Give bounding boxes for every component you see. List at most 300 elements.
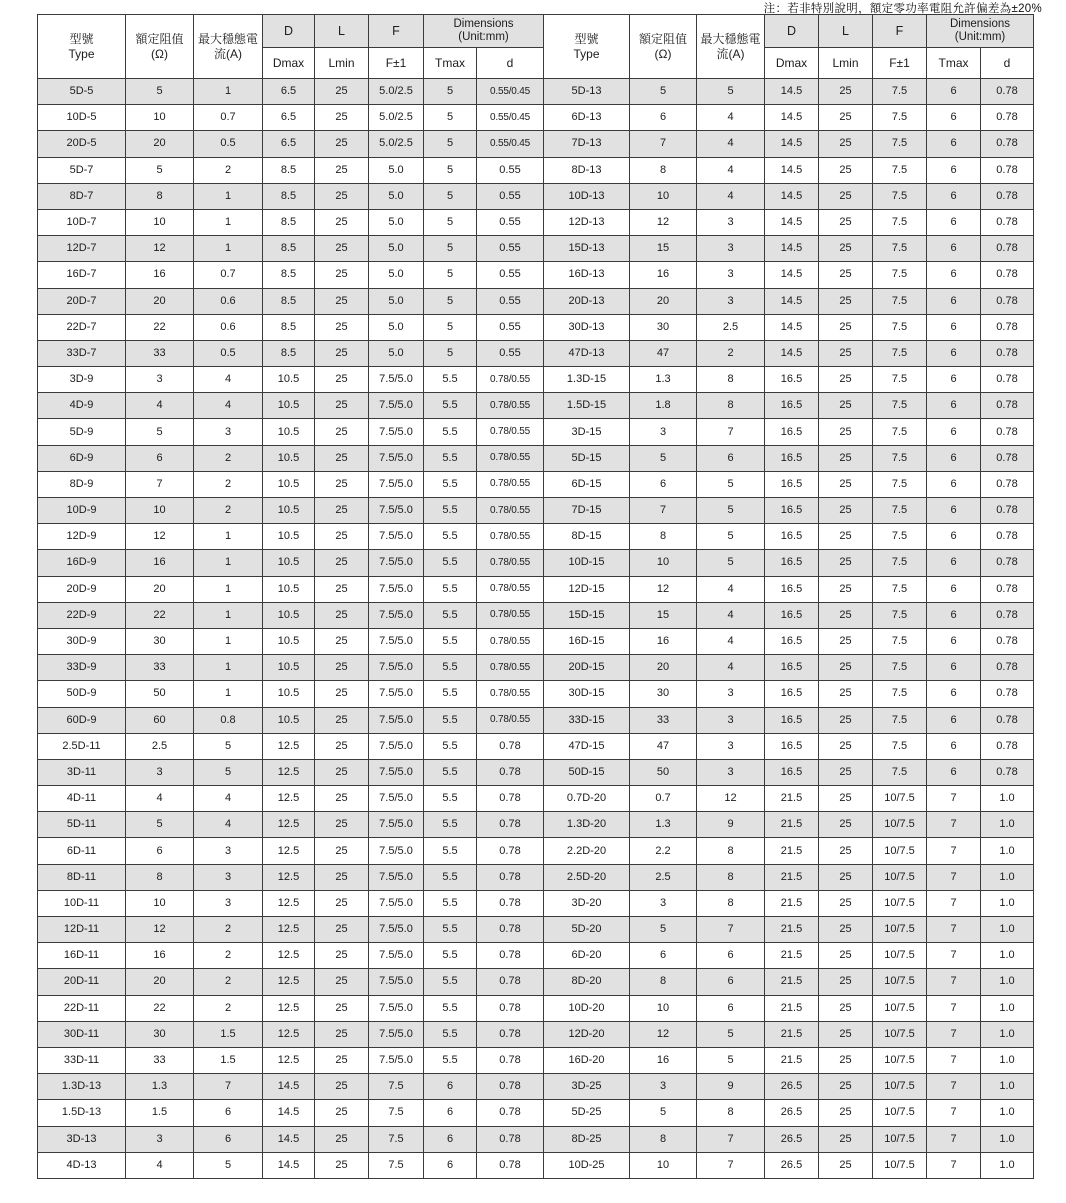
table-cell: 5D-11	[38, 812, 126, 838]
table-cell: 2	[194, 498, 263, 524]
table-cell: 10.5	[263, 550, 315, 576]
table-cell: 6	[697, 969, 765, 995]
table-cell: 25	[315, 733, 369, 759]
table-cell: 1.5	[194, 1021, 263, 1047]
table-cell: 12.5	[263, 1047, 315, 1073]
col-subheader-tmax: Tmax	[424, 48, 477, 79]
table-cell: 5	[424, 79, 477, 105]
table-cell: 0.78	[477, 1074, 544, 1100]
table-cell: 7	[697, 917, 765, 943]
table-cell: 25	[819, 314, 873, 340]
table-cell: 3	[697, 759, 765, 785]
table-cell: 1	[194, 550, 263, 576]
table-cell: 10.5	[263, 367, 315, 393]
table-cell: 5	[424, 157, 477, 183]
table-cell: 7.5/5.0	[369, 759, 424, 785]
table-cell: 7.5	[873, 209, 927, 235]
table-cell: 0.78	[981, 445, 1034, 471]
table-cell: 0.78/0.55	[477, 655, 544, 681]
tolerance-note: 注：若非特別說明，額定零功率電阻允許偏差為±20%	[763, 3, 1042, 15]
table-cell: 1.0	[981, 1074, 1034, 1100]
table-cell: 2	[194, 917, 263, 943]
table-row	[38, 367, 1034, 393]
table-cell: 0.7	[630, 786, 697, 812]
table-cell: 8.5	[263, 288, 315, 314]
table-cell: 7.5/5.0	[369, 498, 424, 524]
table-cell: 33	[126, 655, 194, 681]
table-cell: 12	[126, 236, 194, 262]
table-cell: 10D-13	[544, 183, 630, 209]
table-cell: 6D-13	[544, 105, 630, 131]
table-cell: 0.78	[477, 1021, 544, 1047]
table-cell: 14.5	[263, 1126, 315, 1152]
table-cell: 50D-15	[544, 759, 630, 785]
table-cell: 10.5	[263, 524, 315, 550]
table-cell: 25	[315, 524, 369, 550]
table-row	[38, 183, 1034, 209]
table-cell: 7.5/5.0	[369, 812, 424, 838]
table-cell: 10.5	[263, 498, 315, 524]
table-cell: 7.5/5.0	[369, 524, 424, 550]
table-cell: 4	[194, 367, 263, 393]
table-row	[38, 393, 1034, 419]
table-cell: 1.3D-13	[38, 1074, 126, 1100]
table-cell: 14.5	[263, 1152, 315, 1178]
table-cell: 10/7.5	[873, 1152, 927, 1178]
table-cell: 5	[424, 236, 477, 262]
table-cell: 25	[315, 419, 369, 445]
table-cell: 14.5	[263, 1074, 315, 1100]
table-cell: 30	[126, 628, 194, 654]
table-cell: 5	[697, 79, 765, 105]
table-cell: 30D-13	[544, 314, 630, 340]
table-cell: 7	[927, 917, 981, 943]
table-cell: 12.5	[263, 733, 315, 759]
table-cell: 2.2	[630, 838, 697, 864]
table-cell: 1.5D-13	[38, 1100, 126, 1126]
table-cell: 5D-9	[38, 419, 126, 445]
table-cell: 8D-15	[544, 524, 630, 550]
table-cell: 7.5/5.0	[369, 786, 424, 812]
table-cell: 5.0	[369, 209, 424, 235]
table-cell: 25	[819, 576, 873, 602]
table-cell: 10.5	[263, 628, 315, 654]
table-cell: 12	[630, 576, 697, 602]
table-cell: 30	[126, 1021, 194, 1047]
table-cell: 8D-7	[38, 183, 126, 209]
table-cell: 0.55	[477, 262, 544, 288]
table-cell: 6	[927, 79, 981, 105]
table-cell: 6	[697, 995, 765, 1021]
table-cell: 25	[819, 1074, 873, 1100]
table-row	[38, 419, 1034, 445]
table-cell: 6.5	[263, 105, 315, 131]
table-row	[38, 576, 1034, 602]
table-cell: 7.5	[873, 707, 927, 733]
table-cell: 0.78	[981, 340, 1034, 366]
table-cell: 25	[315, 498, 369, 524]
table-cell: 25	[819, 1021, 873, 1047]
table-cell: 5	[697, 1047, 765, 1073]
table-cell: 7.5/5.0	[369, 943, 424, 969]
table-cell: 5.0	[369, 288, 424, 314]
col-subheader-dmax: Dmax	[765, 48, 819, 79]
table-cell: 6	[927, 759, 981, 785]
table-cell: 7	[927, 838, 981, 864]
spec-table	[37, 14, 1034, 1179]
table-cell: 6	[424, 1126, 477, 1152]
table-cell: 25	[315, 393, 369, 419]
table-cell: 21.5	[765, 943, 819, 969]
table-cell: 25	[819, 498, 873, 524]
table-cell: 25	[819, 367, 873, 393]
table-cell: 0.78	[477, 890, 544, 916]
table-cell: 5	[424, 314, 477, 340]
table-cell: 0.78/0.55	[477, 707, 544, 733]
table-cell: 30	[630, 681, 697, 707]
table-cell: 25	[315, 471, 369, 497]
table-cell: 3D-25	[544, 1074, 630, 1100]
table-cell: 16.5	[765, 393, 819, 419]
col-header-type: 型號 Type	[544, 15, 630, 79]
table-cell: 7.5/5.0	[369, 917, 424, 943]
table-cell: 10	[630, 550, 697, 576]
table-cell: 25	[315, 131, 369, 157]
table-cell: 25	[819, 105, 873, 131]
table-cell: 6	[927, 681, 981, 707]
table-cell: 5	[126, 79, 194, 105]
table-cell: 22D-7	[38, 314, 126, 340]
table-cell: 1.0	[981, 1100, 1034, 1126]
table-cell: 21.5	[765, 838, 819, 864]
table-cell: 8	[126, 183, 194, 209]
table-cell: 6	[927, 707, 981, 733]
table-cell: 14.5	[765, 209, 819, 235]
table-cell: 7.5	[873, 393, 927, 419]
table-row	[38, 314, 1034, 340]
table-cell: 5.5	[424, 1021, 477, 1047]
table-cell: 21.5	[765, 995, 819, 1021]
col-header-dimensions: Dimensions (Unit:mm)	[424, 15, 544, 48]
table-cell: 7.5	[369, 1126, 424, 1152]
table-cell: 7	[927, 864, 981, 890]
table-cell: 7.5/5.0	[369, 890, 424, 916]
table-cell: 5	[424, 105, 477, 131]
table-cell: 21.5	[765, 969, 819, 995]
table-cell: 5.5	[424, 864, 477, 890]
table-cell: 0.78	[981, 209, 1034, 235]
table-cell: 7.5	[873, 628, 927, 654]
table-cell: 16.5	[765, 471, 819, 497]
table-cell: 2	[697, 340, 765, 366]
table-cell: 5.5	[424, 681, 477, 707]
table-cell: 6	[697, 445, 765, 471]
table-cell: 25	[819, 524, 873, 550]
table-cell: 25	[315, 890, 369, 916]
table-cell: 1	[194, 79, 263, 105]
table-cell: 7.5/5.0	[369, 602, 424, 628]
table-cell: 10/7.5	[873, 969, 927, 995]
col-subheader-d: d	[981, 48, 1034, 79]
table-cell: 1	[194, 576, 263, 602]
table-cell: 8	[630, 157, 697, 183]
table-cell: 7.5	[873, 524, 927, 550]
table-cell: 1.5	[126, 1100, 194, 1126]
table-cell: 25	[819, 157, 873, 183]
table-cell: 6	[927, 393, 981, 419]
table-cell: 10D-15	[544, 550, 630, 576]
table-cell: 7	[630, 498, 697, 524]
table-cell: 1.0	[981, 890, 1034, 916]
table-cell: 15D-13	[544, 236, 630, 262]
table-cell: 0.55	[477, 157, 544, 183]
table-cell: 5.5	[424, 471, 477, 497]
table-row	[38, 1126, 1034, 1152]
table-cell: 1.0	[981, 969, 1034, 995]
table-row	[38, 812, 1034, 838]
table-cell: 5D-13	[544, 79, 630, 105]
table-cell: 0.78	[477, 786, 544, 812]
table-cell: 14.5	[765, 262, 819, 288]
table-cell: 10/7.5	[873, 786, 927, 812]
table-cell: 5.0/2.5	[369, 105, 424, 131]
table-cell: 2	[194, 969, 263, 995]
table-cell: 12.5	[263, 864, 315, 890]
table-row	[38, 759, 1034, 785]
table-cell: 5.5	[424, 759, 477, 785]
table-cell: 16	[126, 943, 194, 969]
table-cell: 16	[126, 262, 194, 288]
table-cell: 16D-15	[544, 628, 630, 654]
table-cell: 7.5/5.0	[369, 471, 424, 497]
table-cell: 6	[630, 105, 697, 131]
table-cell: 25	[315, 314, 369, 340]
table-cell: 0.78	[981, 314, 1034, 340]
col-header-resistance: 額定阻值 (Ω)	[630, 15, 697, 79]
table-cell: 25	[819, 1152, 873, 1178]
table-row	[38, 890, 1034, 916]
col-subheader-f1: F±1	[369, 48, 424, 79]
table-cell: 12	[630, 209, 697, 235]
table-cell: 25	[315, 943, 369, 969]
table-cell: 10.5	[263, 419, 315, 445]
table-cell: 5	[424, 288, 477, 314]
table-cell: 5.0	[369, 236, 424, 262]
table-cell: 5.5	[424, 1047, 477, 1073]
table-cell: 7.5	[873, 367, 927, 393]
table-cell: 6	[927, 602, 981, 628]
table-cell: 14.5	[765, 288, 819, 314]
table-cell: 3	[126, 1126, 194, 1152]
table-cell: 3	[697, 707, 765, 733]
table-cell: 10/7.5	[873, 1074, 927, 1100]
table-cell: 3	[126, 759, 194, 785]
table-cell: 6	[126, 445, 194, 471]
table-cell: 0.78	[477, 733, 544, 759]
table-cell: 6	[927, 628, 981, 654]
table-cell: 1	[194, 524, 263, 550]
table-cell: 16	[126, 550, 194, 576]
table-cell: 6	[927, 655, 981, 681]
table-cell: 25	[819, 79, 873, 105]
table-cell: 33	[126, 340, 194, 366]
table-cell: 2.5	[697, 314, 765, 340]
table-cell: 7	[927, 890, 981, 916]
table-cell: 6.5	[263, 79, 315, 105]
table-cell: 16D-7	[38, 262, 126, 288]
table-cell: 12.5	[263, 890, 315, 916]
table-cell: 25	[819, 445, 873, 471]
table-cell: 4D-13	[38, 1152, 126, 1178]
table-cell: 0.55	[477, 314, 544, 340]
table-cell: 5	[424, 209, 477, 235]
table-cell: 25	[315, 1100, 369, 1126]
table-cell: 25	[315, 576, 369, 602]
table-cell: 0.7	[194, 262, 263, 288]
table-cell: 20	[126, 576, 194, 602]
table-cell: 0.55	[477, 340, 544, 366]
table-cell: 25	[819, 550, 873, 576]
table-row	[38, 864, 1034, 890]
table-cell: 5	[697, 550, 765, 576]
table-cell: 10.5	[263, 471, 315, 497]
table-cell: 3D-11	[38, 759, 126, 785]
table-cell: 5	[194, 759, 263, 785]
table-cell: 7	[927, 995, 981, 1021]
table-cell: 0.78/0.55	[477, 681, 544, 707]
table-cell: 5.0	[369, 314, 424, 340]
table-cell: 5.5	[424, 890, 477, 916]
table-cell: 25	[819, 471, 873, 497]
table-cell: 0.78	[477, 917, 544, 943]
table-cell: 0.55	[477, 236, 544, 262]
table-cell: 7.5	[873, 105, 927, 131]
table-cell: 1.3D-15	[544, 367, 630, 393]
table-cell: 12D-7	[38, 236, 126, 262]
table-cell: 6	[630, 471, 697, 497]
col-subheader-f1: F±1	[873, 48, 927, 79]
table-cell: 7	[927, 1021, 981, 1047]
table-cell: 10/7.5	[873, 890, 927, 916]
table-cell: 5.5	[424, 602, 477, 628]
col-header-D: D	[765, 15, 819, 48]
table-cell: 5.5	[424, 838, 477, 864]
table-cell: 6	[927, 445, 981, 471]
table-cell: 33D-11	[38, 1047, 126, 1073]
table-cell: 10D-5	[38, 105, 126, 131]
table-cell: 1.5	[194, 1047, 263, 1073]
table-cell: 7	[927, 786, 981, 812]
table-cell: 0.78/0.55	[477, 419, 544, 445]
table-cell: 7.5	[873, 79, 927, 105]
table-cell: 6	[927, 157, 981, 183]
table-cell: 10/7.5	[873, 1047, 927, 1073]
table-cell: 14.5	[263, 1100, 315, 1126]
table-cell: 5.0	[369, 262, 424, 288]
table-cell: 0.78	[477, 969, 544, 995]
table-cell: 16.5	[765, 602, 819, 628]
table-cell: 2	[194, 157, 263, 183]
table-cell: 16.5	[765, 550, 819, 576]
table-cell: 3D-20	[544, 890, 630, 916]
table-cell: 2.5	[126, 733, 194, 759]
table-cell: 25	[819, 707, 873, 733]
table-cell: 7.5	[369, 1100, 424, 1126]
table-cell: 5.0/2.5	[369, 79, 424, 105]
table-cell: 25	[315, 681, 369, 707]
table-cell: 6	[424, 1074, 477, 1100]
table-cell: 16	[630, 1047, 697, 1073]
table-cell: 4D-9	[38, 393, 126, 419]
table-cell: 8D-11	[38, 864, 126, 890]
table-cell: 20	[630, 655, 697, 681]
table-cell: 0.78	[477, 864, 544, 890]
col-header-F: F	[369, 15, 424, 48]
table-row	[38, 524, 1034, 550]
col-header-type: 型號 Type	[38, 15, 126, 79]
table-cell: 1	[194, 655, 263, 681]
table-cell: 5.5	[424, 576, 477, 602]
table-cell: 1.0	[981, 1021, 1034, 1047]
table-cell: 16.5	[765, 419, 819, 445]
table-cell: 4	[194, 786, 263, 812]
table-cell: 7.5/5.0	[369, 995, 424, 1021]
table-cell: 25	[819, 943, 873, 969]
col-header-dimensions: Dimensions (Unit:mm)	[927, 15, 1034, 48]
table-cell: 5D-20	[544, 917, 630, 943]
table-cell: 6	[927, 419, 981, 445]
table-cell: 1.0	[981, 1152, 1034, 1178]
table-cell: 14.5	[765, 340, 819, 366]
table-cell: 14.5	[765, 183, 819, 209]
table-cell: 33	[126, 1047, 194, 1073]
table-cell: 7D-13	[544, 131, 630, 157]
table-cell: 25	[819, 393, 873, 419]
table-cell: 1.0	[981, 943, 1034, 969]
table-cell: 12	[697, 786, 765, 812]
table-cell: 1	[194, 183, 263, 209]
table-cell: 0.78	[981, 681, 1034, 707]
table-cell: 1	[194, 602, 263, 628]
table-cell: 25	[315, 655, 369, 681]
table-cell: 16.5	[765, 576, 819, 602]
table-row	[38, 733, 1034, 759]
col-subheader-lmin: Lmin	[315, 48, 369, 79]
table-cell: 7.5/5.0	[369, 1021, 424, 1047]
table-cell: 3	[697, 236, 765, 262]
table-cell: 15	[630, 602, 697, 628]
table-cell: 7	[927, 1126, 981, 1152]
table-cell: 10.5	[263, 602, 315, 628]
table-cell: 7	[697, 1152, 765, 1178]
table-cell: 14.5	[765, 131, 819, 157]
table-cell: 0.78	[981, 707, 1034, 733]
table-cell: 5	[630, 917, 697, 943]
table-cell: 0.78	[981, 733, 1034, 759]
table-cell: 0.78/0.55	[477, 524, 544, 550]
table-cell: 10	[630, 1152, 697, 1178]
table-cell: 9	[697, 812, 765, 838]
table-cell: 16D-20	[544, 1047, 630, 1073]
table-cell: 7	[927, 1100, 981, 1126]
table-cell: 6	[927, 367, 981, 393]
table-cell: 25	[315, 759, 369, 785]
table-cell: 30D-15	[544, 681, 630, 707]
table-cell: 12	[126, 524, 194, 550]
table-cell: 6	[424, 1100, 477, 1126]
table-cell: 10D-25	[544, 1152, 630, 1178]
table-cell: 0.78	[981, 157, 1034, 183]
